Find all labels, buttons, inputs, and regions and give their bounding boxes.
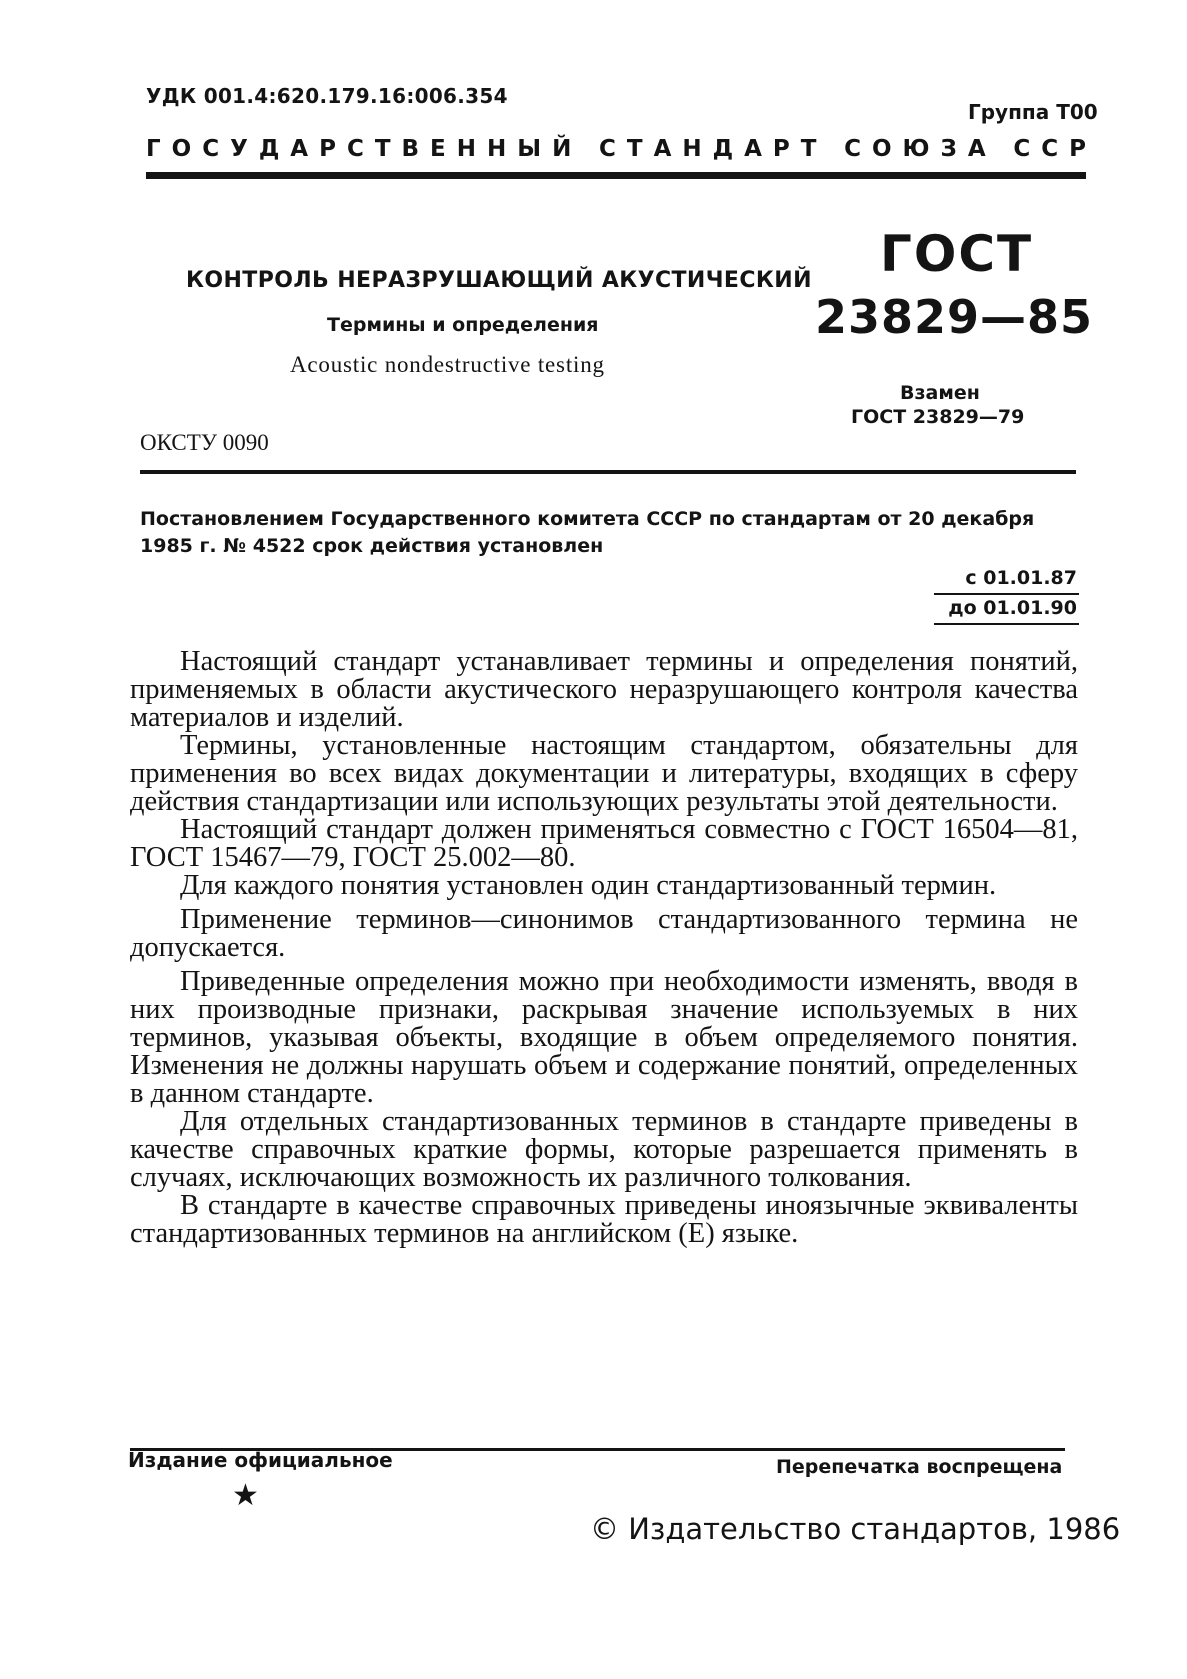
official-edition-label: Издание официальное <box>128 1448 393 1472</box>
body-paragraph: Применение терминов—синонимов стандартизованного термина не допускается. <box>130 904 1078 963</box>
document-subject: КОНТРОЛЬ НЕРАЗРУШАЮЩИЙ АКУСТИЧЕСКИЙ <box>186 268 812 293</box>
document-body <box>130 648 1078 1248</box>
publisher-line <box>590 1512 1120 1546</box>
header-divider <box>146 172 1086 179</box>
validity-period <box>934 565 1079 625</box>
body-paragraph: Приведенные определения можно при необходимости изменять, вводя в них производные признаки, раскрывая значение используемых в них терминов, указывая объекты, входящие в объем определяемого понятия. Изменения не должны нарушать объем и содержание понятий, определенных в данном стандарте. <box>130 966 1078 1109</box>
state-standard-title <box>146 136 1097 162</box>
oksty-code: ОКСТУ 0090 <box>140 430 269 455</box>
replaces-label: Взамен <box>900 382 980 404</box>
valid-to: до 01.01.90 <box>934 595 1079 625</box>
decree-text: Постановлением Государственного комитета СССР по стандартам от 20 декабря 1985 г. № 4522 срок действия установлен <box>140 508 1035 557</box>
gost-label: ГОСТ <box>880 225 1034 283</box>
body-paragraph: В стандарте в качестве справочных приведены иноязычные эквиваленты стандартизованных терминов на английском (Е) языке. <box>130 1190 1078 1249</box>
document-subtitle: Термины и определения <box>327 314 599 336</box>
publisher-name: Издательство стандартов, 1986 <box>628 1512 1121 1546</box>
english-title: Acoustic nondestructive testing <box>290 352 605 377</box>
valid-from: с 01.01.87 <box>934 565 1079 595</box>
state-standard-word-3: СОЮЗА <box>844 136 997 162</box>
state-standard-word-4: ССР <box>1013 136 1097 162</box>
star-icon: ★ <box>232 1479 259 1512</box>
title-divider <box>140 470 1076 474</box>
udk-code: УДК 001.4:620.179.16:006.354 <box>146 84 508 108</box>
body-paragraph: Для каждого понятия установлен один стандартизованный термин. <box>180 870 997 901</box>
copyright-icon: © <box>590 1512 619 1546</box>
body-paragraph: Для отдельных стандартизованных терминов в стандарте приведены в качестве справочных краткие формы, которые разрешается применять в случаях, исключающих возможность их различного толкования. <box>130 1106 1078 1193</box>
body-paragraph: Настоящий стандарт должен применяться совместно с ГОСТ 16504—81, ГОСТ 15467—79, ГОСТ 25.002—80. <box>130 814 1078 873</box>
body-paragraph: Термины, установленные настоящим стандартом, обязательны для применения во всех видах документации и литературы, входящих в сферу действия стандартизации или использующих результаты этой деятельности. <box>130 730 1078 817</box>
group-code: Группа Т00 <box>968 100 1098 124</box>
state-standard-word-1: ГОСУДАРСТВЕННЫЙ <box>146 136 583 162</box>
no-reprint-notice: Перепечатка воспрещена <box>776 1456 1063 1478</box>
body-paragraph: Настоящий стандарт устанавливает термины и определения понятий, применяемых в области акустического неразрушающего контроля качества материалов и изделий. <box>130 646 1078 733</box>
state-standard-word-2: СТАНДАРТ <box>599 136 828 162</box>
gost-number: 23829—85 <box>815 290 1094 344</box>
replaced-standard: ГОСТ 23829—79 <box>851 406 1025 428</box>
